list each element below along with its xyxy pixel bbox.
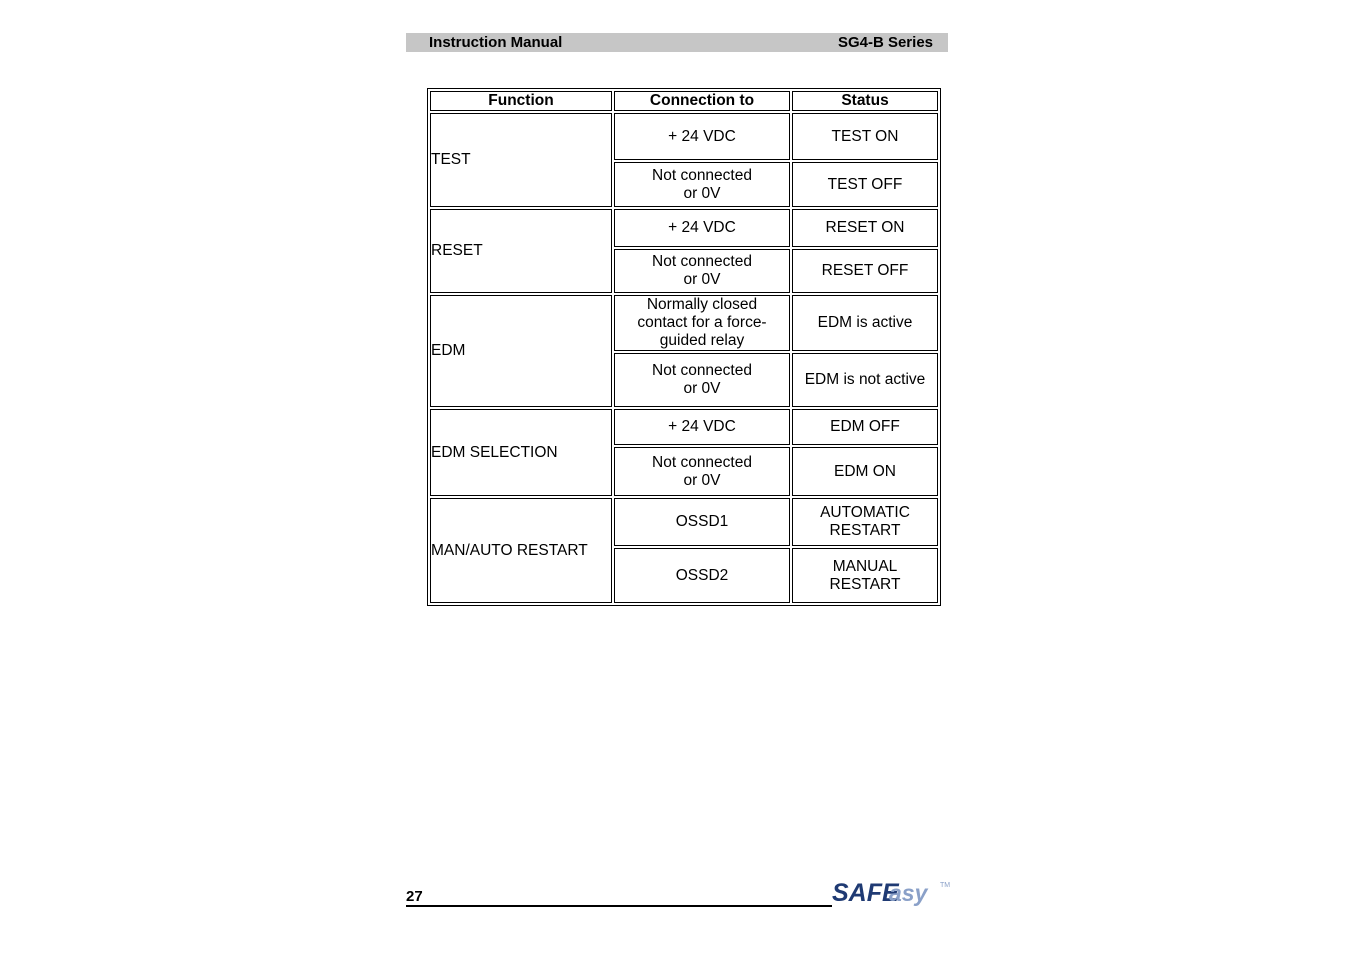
connection-line: Not connected: [652, 166, 752, 184]
table-row: [430, 209, 938, 247]
status-cell: [792, 162, 938, 207]
status-cell: [792, 249, 938, 293]
connection-cell: [614, 353, 790, 407]
status-cell: [792, 498, 938, 546]
status-cell: [792, 353, 938, 407]
connection-line: Not connected: [652, 362, 752, 379]
status-line: RESET OFF: [821, 262, 909, 279]
connection-cell: [614, 295, 790, 351]
logo-trademark: TM: [940, 882, 951, 889]
function-table-wrapper: [427, 88, 941, 606]
status-line: EDM is active: [817, 314, 913, 331]
table-header-row: [430, 91, 938, 111]
header-function: Function: [430, 91, 612, 111]
header-bar: [406, 33, 948, 52]
connection-line: OSSD2: [675, 566, 729, 584]
status-line: MANUAL: [832, 557, 898, 575]
connection-cell: [614, 447, 790, 496]
table-row: [430, 113, 938, 160]
status-cell: [792, 447, 938, 496]
connection-line: + 24 VDC: [668, 418, 736, 435]
connection-cell: [614, 249, 790, 293]
function-cell: TEST: [430, 113, 612, 207]
function-table: [427, 88, 941, 606]
status-line: EDM OFF: [830, 418, 900, 435]
status-line: EDM ON: [834, 462, 896, 480]
connection-cell: [614, 113, 790, 160]
footer-rule: [406, 905, 832, 907]
logo-safe: SAFE: [832, 879, 899, 907]
status-line: RESTART: [829, 575, 901, 593]
header-series: SG4-B Series: [837, 34, 933, 51]
connection-line: OSSD1: [675, 513, 729, 530]
status-cell: [792, 113, 938, 160]
status-cell: [792, 548, 938, 603]
connection-cell: [614, 162, 790, 207]
table-row: [430, 409, 938, 445]
status-line: RESET ON: [825, 219, 905, 236]
connection-line: + 24 VDC: [668, 219, 736, 236]
connection-cell: [614, 409, 790, 445]
connection-line: or 0V: [683, 271, 721, 288]
status-line: TEST OFF: [827, 175, 903, 193]
status-cell: [792, 295, 938, 351]
function-cell: MAN/AUTO RESTART: [430, 498, 612, 603]
connection-line: Not connected: [652, 453, 752, 471]
status-line: TEST ON: [831, 127, 899, 145]
header-title: Instruction Manual: [429, 34, 563, 51]
function-cell: EDM SELECTION: [430, 409, 612, 496]
header-connection: Connection to: [614, 91, 790, 111]
page-number: 27: [406, 888, 423, 905]
connection-line: Not connected: [652, 253, 752, 270]
connection-line: Normally closed: [646, 296, 758, 313]
safeasy-logo: [832, 876, 952, 908]
connection-line: + 24 VDC: [668, 127, 736, 145]
table-row: [430, 295, 938, 351]
status-line: EDM is not active: [804, 371, 926, 388]
connection-line: or 0V: [683, 471, 721, 489]
connection-line: or 0V: [683, 380, 721, 397]
connection-line: guided relay: [659, 332, 745, 349]
status-cell: [792, 209, 938, 247]
logo-asy: asy: [889, 880, 928, 906]
status-line: AUTOMATIC: [820, 504, 910, 521]
table-row: [430, 498, 938, 546]
connection-cell: [614, 498, 790, 546]
connection-line: contact for a force-: [637, 314, 767, 331]
status-cell: [792, 409, 938, 445]
function-cell: RESET: [430, 209, 612, 293]
header-status: Status: [792, 91, 938, 111]
connection-line: or 0V: [683, 184, 721, 202]
connection-cell: [614, 548, 790, 603]
status-line: RESTART: [829, 522, 901, 539]
connection-cell: [614, 209, 790, 247]
function-cell: EDM: [430, 295, 612, 407]
table-body: [430, 113, 938, 603]
